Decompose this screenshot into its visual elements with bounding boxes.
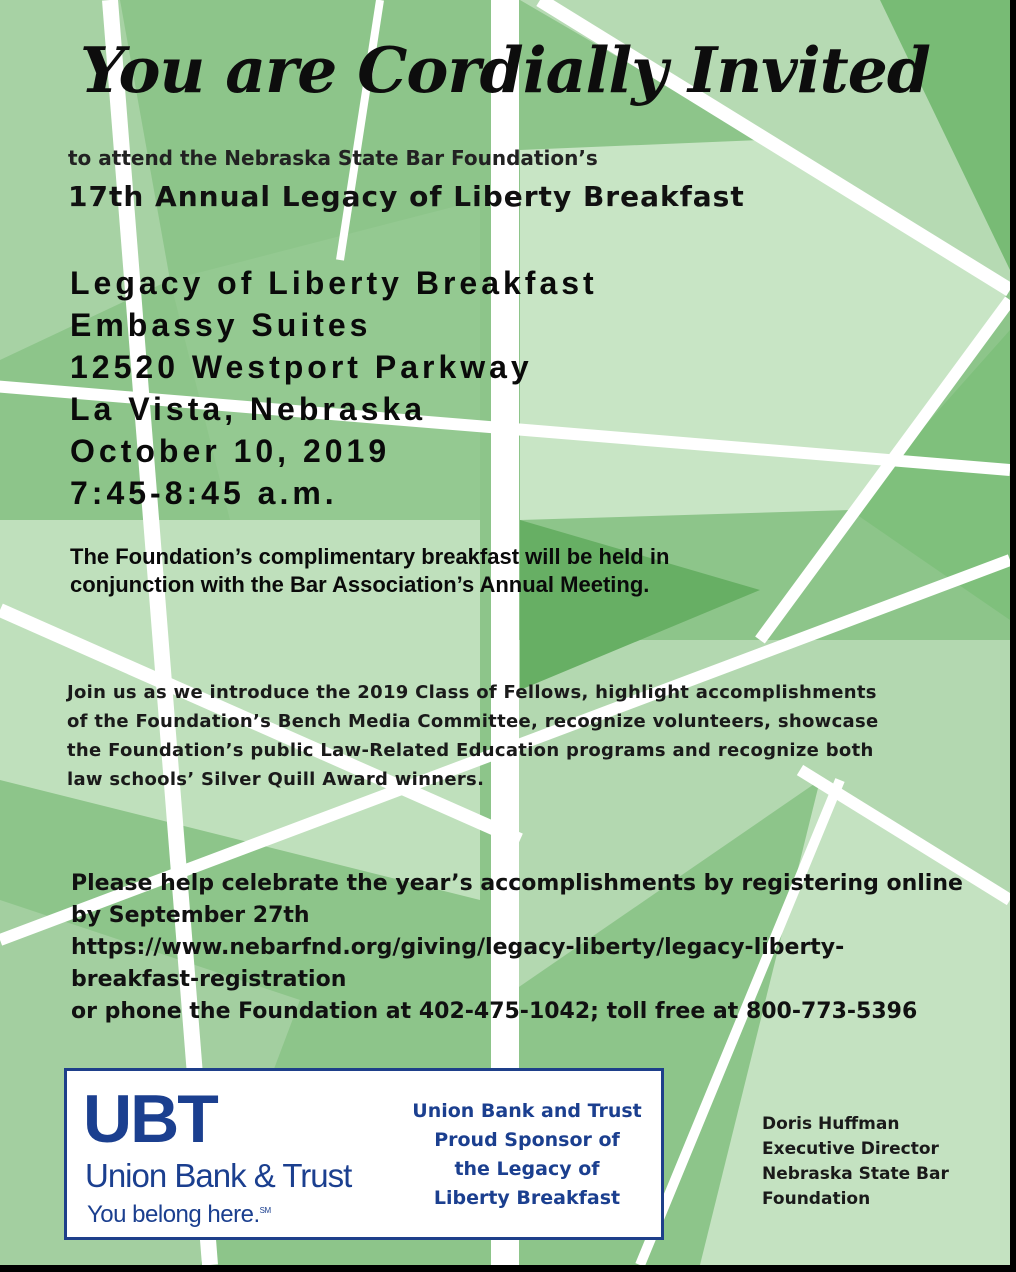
details-line-4: law schools’ Silver Quill Award winners.: [67, 769, 485, 790]
intro-line: to attend the Nebraska State Bar Foundation’s: [68, 146, 598, 170]
signer-org-line-2: Foundation: [762, 1189, 871, 1209]
event-address: 12520 Westport Parkway: [70, 349, 533, 385]
invitation-heading: You are Cordially Invited: [80, 33, 930, 107]
note-line-2: conjunction with the Bar Association’s Annual Meeting.: [70, 572, 650, 597]
breakfast-note: [70, 543, 870, 599]
ubt-logo-mark: UBT: [83, 1081, 217, 1157]
ubt-logo-name: Union Bank & Trust: [85, 1157, 352, 1194]
program-description: [67, 678, 967, 794]
event-city: La Vista, Nebraska: [70, 391, 427, 427]
registration-info: [71, 868, 971, 1028]
registration-line-1: Please help celebrate the year’s accomplishments by registering online: [71, 871, 963, 896]
signer-name: Doris Huffman: [762, 1114, 900, 1134]
details-line-2: of the Foundation’s Bench Media Committee, recognize volunteers, showcase: [67, 711, 879, 732]
details-line-3: the Foundation’s public Law-Related Education programs and recognize both: [67, 740, 874, 761]
registration-url-line-1[interactable]: https://www.nebarfnd.org/giving/legacy-liberty/legacy-liberty-: [71, 935, 845, 960]
note-line-1: The Foundation’s complimentary breakfast will be held in: [70, 544, 670, 569]
event-date: October 10, 2019: [70, 433, 391, 469]
sponsor-box: [64, 1068, 664, 1240]
signature-block: [762, 1112, 949, 1212]
details-line-1: Join us as we introduce the 2019 Class of Fellows, highlight accomplishments: [67, 682, 877, 703]
sponsor-line-3: the Legacy of: [454, 1158, 600, 1180]
signer-org-line-1: Nebraska State Bar: [762, 1164, 949, 1184]
event-details: [70, 262, 598, 514]
service-mark: SM: [259, 1206, 271, 1215]
sponsor-message: [397, 1097, 657, 1213]
signer-title: Executive Director: [762, 1139, 939, 1159]
registration-phone: or phone the Foundation at 402-475-1042; toll free at 800-773-5396: [71, 999, 918, 1024]
sponsor-line-1: Union Bank and Trust: [412, 1100, 642, 1122]
sponsor-line-2: Proud Sponsor of: [434, 1129, 620, 1151]
ubt-tagline-text: You belong here.: [87, 1201, 260, 1228]
ubt-logo-tagline: [87, 1201, 271, 1229]
event-series-title: 17th Annual Legacy of Liberty Breakfast: [68, 180, 745, 213]
event-venue: Embassy Suites: [70, 307, 372, 343]
sponsor-line-4: Liberty Breakfast: [433, 1187, 621, 1209]
registration-deadline: by September 27th: [71, 903, 310, 928]
event-time: 7:45-8:45 a.m.: [70, 475, 338, 511]
event-name: Legacy of Liberty Breakfast: [70, 265, 598, 301]
registration-url-line-2[interactable]: breakfast-registration: [71, 967, 347, 992]
